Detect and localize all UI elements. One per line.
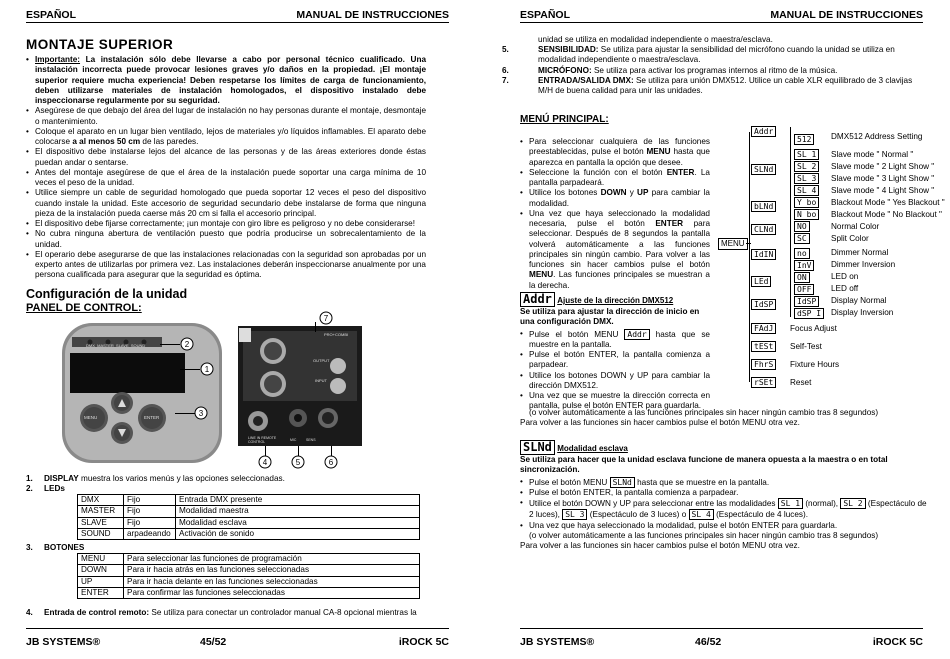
important-label: Importante: bbox=[35, 55, 81, 64]
lcd-code: 512 bbox=[794, 134, 814, 145]
slave-note-1: (o volver automáticamente a las funciones principales sin hacer ningún cambio tras 8 segundos) bbox=[529, 530, 879, 540]
table-cell: UP bbox=[78, 576, 124, 587]
enter-button-label: ENTER bbox=[144, 415, 160, 420]
lcd-code: SL 3 bbox=[562, 509, 587, 520]
lcd-code: dSP I bbox=[794, 308, 824, 319]
item-remote bbox=[26, 608, 417, 618]
lcd-code: SL 4 bbox=[689, 509, 714, 520]
rear-sens-label: SENS bbox=[306, 438, 316, 442]
item-label: ENTRADA/SALIDA DMX: bbox=[538, 75, 634, 85]
item-display bbox=[26, 474, 285, 484]
item-sensitivity bbox=[502, 45, 920, 96]
list-item: • El dispositivo debe fijarse correctamente; ¡un montaje con giro libre es peligroso y no debe considerarse! bbox=[26, 219, 426, 229]
text: (Espectáculo de 4 luces). bbox=[713, 510, 809, 520]
item-number: 5. bbox=[502, 45, 509, 54]
list-item: • Una vez que haya seleccionado la modalidad, pulse el botón ENTER para guardarla. bbox=[520, 521, 930, 531]
list-item: • Pulse el botón ENTER, la pantalla comienza a parpadear. bbox=[520, 488, 930, 498]
sub-code bbox=[794, 260, 814, 271]
table-cell: Modalidad esclava bbox=[176, 517, 420, 528]
led-label-dmx: DMX bbox=[86, 343, 95, 348]
header-title: MANUAL DE INSTRUCCIONES bbox=[296, 9, 449, 21]
list-item: • El operario debe asegurarse de que las instalaciones relacionadas con la seguridad son aprobadas por un experto antes de utilizarlas por primera vez. Las instalaciones deberán inspeccionarse anualmente por una persona cualificada para asegurar que la seguridad es óptima. bbox=[26, 250, 426, 281]
item-number: 1. bbox=[26, 474, 33, 483]
menu-desc: Display Normal bbox=[831, 296, 887, 305]
callout-line bbox=[180, 369, 200, 370]
list-item bbox=[520, 498, 930, 521]
menu-code-led bbox=[751, 276, 771, 287]
callout-5 bbox=[291, 455, 305, 469]
menu-desc: Slave mode " 2 Light Show " bbox=[831, 162, 935, 171]
lcd-code: Addr bbox=[751, 126, 776, 137]
lcd-code: SC bbox=[794, 233, 810, 244]
item-label: BOTONES bbox=[44, 543, 85, 552]
sub-code bbox=[794, 296, 819, 307]
list-item: • Para seleccionar cualquiera de las funciones preestablecidas, pulse el botón MENU hasta que aparezca en pantalla la opción que desee. bbox=[520, 137, 710, 168]
menu-desc: Slave mode " 4 Light Show " bbox=[831, 186, 935, 195]
callout-1 bbox=[200, 362, 214, 376]
lcd-code: FAdJ bbox=[751, 323, 776, 334]
addr-section bbox=[520, 292, 710, 412]
svg-text:1: 1 bbox=[204, 365, 210, 374]
item-number: 2. bbox=[26, 484, 33, 493]
list-item: • Utilice siempre un cable de seguridad homologado que pueda soportar 12 veces el peso del dispositivo cuando instale la unidad. Este accesorio de seguridad secundario debe instalarse de forma que ninguna pieza de la instalación pueda caerse más 20 cm si falla el accesorio principal. bbox=[26, 188, 426, 219]
text: (normal), bbox=[803, 499, 841, 508]
list-item: • Una vez que se muestre la dirección correcta en pantalla, pulse el botón ENTER para guardarla. bbox=[520, 391, 710, 412]
lcd-code: OFF bbox=[794, 284, 814, 295]
tree-branch bbox=[746, 243, 751, 244]
table-cell: SOUND bbox=[78, 528, 124, 539]
menu-desc: LED on bbox=[831, 272, 859, 281]
list-item: • Antes del montaje asegúrese de que el área de la instalación puede soportar una carga mínima de 10 veces el peso de la unidad. bbox=[26, 168, 426, 189]
item-label: SENSIBILIDAD: bbox=[538, 45, 599, 54]
list-item: • Seleccione la función con el botón ENTER. La pantalla parpadeará. bbox=[520, 168, 710, 189]
table-cell: Modalidad maestra bbox=[176, 506, 420, 517]
item-microphone bbox=[502, 65, 920, 76]
table-cell: SLAVE bbox=[78, 517, 124, 528]
lcd-code: SLNd bbox=[751, 164, 776, 175]
sub-code bbox=[794, 209, 819, 220]
list-item bbox=[520, 477, 930, 488]
text: Pulse el botón MENU bbox=[529, 477, 610, 487]
led-table bbox=[77, 494, 420, 540]
item-text: muestra los varios menús y las opciones seleccionadas. bbox=[78, 474, 285, 483]
sub-code bbox=[794, 284, 814, 295]
led-label-slave: SLAVE bbox=[116, 343, 129, 348]
right-page bbox=[475, 0, 950, 659]
menu-desc: Slave mode " 3 Light Show " bbox=[831, 174, 935, 183]
table-row bbox=[78, 565, 420, 576]
text: Utilice el botón DOWN y UP para seleccionar entre las modalidades bbox=[529, 499, 778, 508]
table-cell: MENU bbox=[78, 554, 124, 565]
svg-text:5: 5 bbox=[295, 458, 301, 467]
mounting-text bbox=[26, 55, 426, 281]
table-cell: arpadeando bbox=[124, 528, 176, 539]
panel-title: PANEL DE CONTROL: bbox=[26, 302, 142, 314]
footer-brand: JB SYSTEMS® bbox=[520, 636, 595, 648]
footer-model: iROCK 5C bbox=[872, 636, 923, 648]
header-language: ESPAÑOL bbox=[520, 9, 570, 21]
callout-line bbox=[160, 344, 180, 345]
led-labels bbox=[86, 343, 145, 348]
lcd-code: SL 4 bbox=[794, 185, 819, 196]
menu-code-fhrs bbox=[751, 359, 776, 370]
addr-note-2: Para volver a las funciones sin hacer cambios pulse el botón MENU otra vez. bbox=[520, 418, 800, 427]
callout-7 bbox=[319, 311, 333, 325]
menu-code-rset bbox=[751, 377, 776, 388]
lcd-code: Addr bbox=[624, 329, 649, 340]
table-cell: Para ir hacia delante en las funciones seleccionadas bbox=[124, 576, 420, 587]
item-number: 4. bbox=[26, 608, 33, 617]
rear-mic-label: MIC bbox=[290, 438, 297, 442]
slave-note-2: Para volver a las funciones sin hacer cambios pulse el botón MENU otra vez. bbox=[520, 541, 800, 550]
menu-desc: Blackout Mode " Yes Blackout " bbox=[831, 198, 945, 207]
rear-brand-label: PRO+COMBI bbox=[324, 332, 349, 337]
sub-trunk bbox=[790, 127, 791, 317]
text: hasta que se muestre en la pantalla. bbox=[634, 477, 770, 487]
menu-desc: Blackout Mode " No Blackout " bbox=[831, 210, 942, 219]
text: hasta que se muestre en la pantalla. bbox=[529, 329, 710, 349]
svg-text:6: 6 bbox=[328, 458, 334, 467]
lcd-code: Y bo bbox=[794, 197, 819, 208]
lcd-code: NO bbox=[794, 221, 810, 232]
sub-code bbox=[794, 173, 819, 184]
item-text: Se utiliza para conectar un controlador manual CA-8 opcional mientras la bbox=[149, 608, 417, 617]
sub-code bbox=[794, 161, 819, 172]
menu-code-fadj bbox=[751, 323, 776, 334]
svg-text:3: 3 bbox=[198, 409, 204, 418]
menu-code-clnd bbox=[751, 224, 776, 235]
callout-line bbox=[175, 413, 195, 414]
menu-code-slnd bbox=[751, 164, 776, 175]
rear-panel-image bbox=[238, 326, 362, 446]
page-header bbox=[520, 9, 923, 23]
menu-button-label: MENU bbox=[84, 415, 98, 420]
table-row bbox=[78, 554, 420, 565]
table-row bbox=[78, 517, 420, 528]
important-text: La instalación sólo debe llevarse a cabo por personal técnico cualificado. Una instalación incorrecta puede provocar lesiones graves y/o daños en la propiedad. ¡El montaje superior requiere mucha experiencia! Deben respetarse los límites de carga de funcionamiento, deben utilizarse materiales de instalación homologados, el dispositivo instalado debe inspeccionarse regularmente por su seguridad. bbox=[35, 55, 426, 105]
rear-input-label: INPUT bbox=[315, 378, 327, 383]
lcd-code: bLNd bbox=[751, 201, 776, 212]
table-cell: Fijo bbox=[124, 517, 176, 528]
callout-2 bbox=[180, 337, 194, 351]
list-item: • El dispositivo debe instalarse lejos del alcance de las personas y de las áreas exteriores donde éstas puedan andar o sentarse. bbox=[26, 147, 426, 168]
lcd-code: LEd bbox=[751, 276, 771, 287]
item-number: 6. bbox=[502, 65, 509, 75]
addr-note-1: (o volver automáticamente a las funciones principales sin hacer ningún cambio tras 8 segundos) bbox=[529, 408, 879, 417]
menu-desc: Fixture Hours bbox=[790, 360, 840, 369]
footer-brand: JB SYSTEMS® bbox=[26, 636, 101, 648]
menu-desc: Reset bbox=[790, 378, 812, 387]
menu-desc: Display Inversion bbox=[831, 308, 894, 317]
lcd-code: ON bbox=[794, 272, 810, 283]
svg-text:4: 4 bbox=[262, 458, 268, 467]
table-row bbox=[78, 528, 420, 539]
table-cell: Para ir hacia atrás en las funciones seleccionadas bbox=[124, 565, 420, 576]
sub-code bbox=[794, 248, 810, 259]
item-buttons bbox=[26, 543, 84, 553]
lcd-code: SLNd bbox=[610, 477, 635, 488]
sub-code bbox=[794, 197, 819, 208]
rear-remote-label: LINE IN REMOTE CONTROL bbox=[248, 436, 277, 445]
sub-code bbox=[794, 185, 819, 196]
continued-text: unidad se utiliza en modalidad independiente o maestra/esclava. bbox=[538, 35, 773, 44]
text: (Espectáculo de 2 luces), bbox=[529, 499, 927, 520]
sub-code bbox=[794, 134, 814, 145]
lcd-code: CLNd bbox=[751, 224, 776, 235]
header-title: MANUAL DE INSTRUCCIONES bbox=[770, 9, 923, 21]
menu-tree-diagram bbox=[718, 125, 948, 390]
item-number: 3. bbox=[26, 543, 33, 552]
table-cell: Para seleccionar las funciones de programación bbox=[124, 554, 420, 565]
footer-page-number: 45/52 bbox=[200, 636, 227, 648]
item-label: MICRÓFONO: bbox=[538, 65, 592, 75]
lcd-code: IdIN bbox=[751, 249, 776, 260]
item-text: Se utiliza para unión DMX512. Utilice un cable XLR equilibrado de 3 clavijas M/H de buena calidad para unir las unidades. bbox=[538, 75, 913, 95]
sub-code bbox=[794, 308, 824, 319]
page-footer bbox=[26, 628, 449, 652]
lcd-code: SL 1 bbox=[778, 498, 803, 509]
callout-4 bbox=[258, 455, 272, 469]
menu-code-test bbox=[751, 341, 776, 352]
led-label-sound: SOUND bbox=[130, 343, 146, 348]
lcd-code: SL 1 bbox=[794, 149, 819, 160]
menu-code-addr bbox=[751, 126, 776, 137]
lcd-code: SL 3 bbox=[794, 173, 819, 184]
header-language: ESPAÑOL bbox=[26, 9, 76, 21]
menu-desc: DMX512 Address Setting bbox=[831, 132, 923, 141]
important-note bbox=[26, 55, 426, 106]
sub-code bbox=[794, 221, 810, 232]
menu-instructions bbox=[520, 137, 710, 291]
table-cell: Fijo bbox=[124, 506, 176, 517]
table-cell: Fijo bbox=[124, 495, 176, 506]
sub-code bbox=[794, 149, 819, 160]
sub-code bbox=[794, 272, 810, 283]
led-label-master: MASTER bbox=[97, 343, 114, 348]
list-item: • Coloque el aparato en un lugar bien ventilado, lejos de materiales y/o líquidos inflamables. El aparato debe colocarse a al menos 50 cm de las paredes. bbox=[26, 127, 426, 148]
menu-title: MENÚ PRINCIPAL: bbox=[520, 114, 609, 125]
menu-desc: Slave mode " Normal " bbox=[831, 150, 914, 159]
lcd-code: InV bbox=[794, 260, 814, 271]
table-row bbox=[78, 576, 420, 587]
menu-desc: Focus Adjust bbox=[790, 324, 837, 333]
list-item: • Utilice los botones DOWN y UP para cambiar la dirección DMX512. bbox=[520, 371, 710, 392]
table-row bbox=[78, 506, 420, 517]
addr-lcd-icon: Addr bbox=[520, 292, 555, 307]
list-item: • Asegúrese de que debajo del área del lugar de instalación no hay personas durante el montaje, desmontaje o mantenimiento. bbox=[26, 106, 426, 127]
item-leds bbox=[26, 484, 65, 494]
menu-code-idsp bbox=[751, 299, 776, 310]
lcd-code: no bbox=[794, 248, 810, 259]
menu-code-idin bbox=[751, 249, 776, 260]
lcd-code: SL 2 bbox=[840, 498, 865, 509]
lcd-code: N bo bbox=[794, 209, 819, 220]
item-number: 7. bbox=[502, 75, 509, 85]
table-cell: MASTER bbox=[78, 506, 124, 517]
rear-output-label: OUTPUT bbox=[313, 358, 330, 363]
svg-text:2: 2 bbox=[184, 340, 190, 349]
list-item: • Pulse el botón ENTER, la pantalla comienza a parpadear. bbox=[520, 350, 710, 371]
table-cell: DOWN bbox=[78, 565, 124, 576]
lcd-code: SL 2 bbox=[794, 161, 819, 172]
table-row bbox=[78, 495, 420, 506]
item-label: LEDs bbox=[44, 484, 65, 493]
list-item: • Una vez que haya seleccionado la modalidad necesaria, pulse el botón ENTER para seleccionar. Después de 8 segundos la pantalla volverá automáticamente a las funciones principales sin ningún cambio. Para volver a las funciones sin hacer cambios pulse el botón MENU. Las funciones principales se muestran a la derecha. bbox=[520, 209, 710, 291]
tree-trunk bbox=[749, 132, 750, 382]
menu-code-blnd bbox=[751, 201, 776, 212]
item-text: Se utiliza para ajustar la sensibilidad del micrófono cuando la unidad se utiliza en modalidad independiente o maestra/esclava. bbox=[538, 45, 895, 65]
lcd-code: rSEt bbox=[751, 377, 776, 388]
slave-subtitle: Se utiliza para hacer que la unidad esclava funcione de manera opuesta a la maestra o en total sincronización. bbox=[520, 455, 888, 475]
page-footer bbox=[520, 628, 923, 652]
section-title: MONTAJE SUPERIOR bbox=[26, 37, 174, 52]
table-row bbox=[78, 587, 420, 598]
item-label: DISPLAY bbox=[44, 474, 79, 483]
list-item bbox=[520, 329, 710, 351]
sub-code bbox=[794, 233, 810, 244]
menu-desc: LED off bbox=[831, 284, 859, 293]
table-cell: ENTER bbox=[78, 587, 124, 598]
slave-lcd-icon: SLNd bbox=[520, 440, 555, 455]
table-cell: DMX bbox=[78, 495, 124, 506]
list-item: • No cubra ninguna abertura de ventilación puesto que podría producirse un sobrecalentamiento de la unidad. bbox=[26, 229, 426, 250]
page-header bbox=[26, 9, 449, 23]
slave-section bbox=[520, 440, 930, 551]
text: (Espectáculo de 3 luces) o bbox=[587, 510, 689, 520]
list-item: • Utilice los botones DOWN y UP para cambiar la modalidad. bbox=[520, 188, 710, 209]
lcd-code: FhrS bbox=[751, 359, 776, 370]
item-dmx bbox=[502, 75, 920, 97]
table-cell: Activación de sonido bbox=[176, 528, 420, 539]
lcd-code: tESt bbox=[751, 341, 776, 352]
menu-desc: Dimmer Inversion bbox=[831, 260, 896, 269]
item-label: Entrada de control remoto: bbox=[44, 608, 150, 617]
addr-title: Ajuste de la dirección DMX512 bbox=[557, 296, 674, 305]
callout-3 bbox=[194, 406, 208, 420]
menu-desc: Self-Test bbox=[790, 342, 822, 351]
addr-subtitle: Se utiliza para ajustar la dirección de inicio en una configuración DMX. bbox=[520, 307, 700, 327]
slave-title: Modalidad esclava bbox=[557, 444, 628, 453]
lcd-code: IdSP bbox=[751, 299, 776, 310]
item-text: Se utiliza para activar los programas internos al ritmo de la música. bbox=[591, 65, 838, 75]
svg-text:7: 7 bbox=[323, 314, 329, 323]
menu-desc: Split Color bbox=[831, 234, 869, 243]
lcd-code: IdSP bbox=[794, 296, 819, 307]
menu-desc: Normal Color bbox=[831, 222, 880, 231]
footer-page-number: 46/52 bbox=[695, 636, 722, 648]
buttons-table bbox=[77, 553, 420, 599]
text: Pulse el botón MENU bbox=[529, 329, 625, 339]
callout-6 bbox=[324, 455, 338, 469]
table-cell: Para confirmar las funciones seleccionadas bbox=[124, 587, 420, 598]
menu-desc: Dimmer Normal bbox=[831, 248, 889, 257]
menu-root-label: MENU bbox=[718, 238, 748, 250]
footer-model: iROCK 5C bbox=[398, 636, 449, 648]
callout-line bbox=[315, 322, 316, 332]
config-title: Configuración de la unidad bbox=[26, 287, 188, 301]
table-cell: Entrada DMX presente bbox=[176, 495, 420, 506]
